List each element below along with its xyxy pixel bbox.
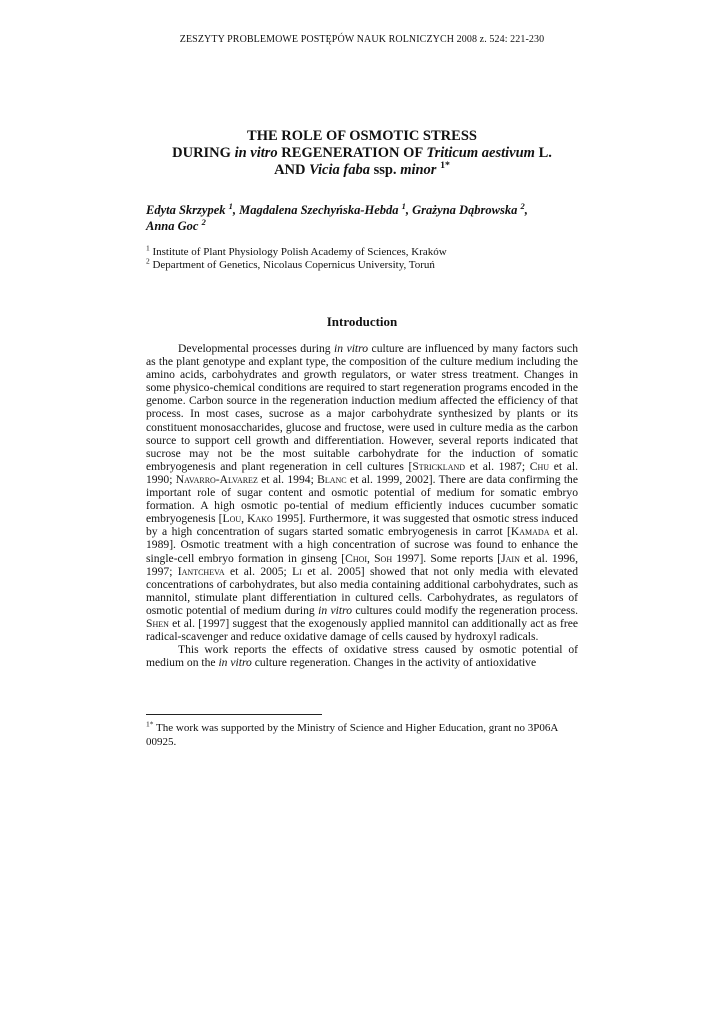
title-footnote-mark: 1* <box>440 160 450 172</box>
title-line-3: AND Vicia faba ssp. minor $^{1*}$ <box>274 160 450 178</box>
paragraph-1: Developmental processes during in vitro culture are influenced by many factors such as the plant genotype and explant type, the composition of the culture medium including the amino acids, carbohydrates and growth regulators, or water stress treatment. Changes in some physico-chemical conditions are required to start regeneration programs encoded in the genome. Carbon source in the regeneration induction medium affected the efficiency of that process. In most cases, sucrose as a major carbohydrate synthesized by plants or its constituent monosaccharides, glucose and fructose, were used in culture media as the carbon source to support cell growth and differentiation. However, several reports indicated that sucrose may not be the most suitable carbohydrate for the induction of somatic embryogenesis and plant regeneration in cell cultures [Strickland et al. 1987; Chu et al. 1990; Navarro-Alvarez et al. 1994; Blanc et al. 1999, 2002]. There are data confirming the important role of sugar content and osmotic potential of medium for somatic embryo formation. A high osmotic po-tential of medium efficiently induces cucumber somatic embryogenesis [Lou, Kako 1995]. Furthermore, it was suggested that osmotic stress induced by a high concentration of sugars started somatic embryogenesis in carrot [Kamada et al. 1989]. Osmotic treatment with a high concentration of sucrose was found to enhance the single-cell embryo formation in ginseng [Choi, Soh 1997]. Some reports [Jain et al. 1996, 1997; Iantcheva et al. 2005; Li et al. 2005] showed that not only media with elevated concentrations of carbohydrates, but also media containing additional carbohydrates, such as mannitol, stimulate plant differentiation in cultured cells. Carbohydrates, as regulators of osmotic potential of medium during in vitro cultures could modify the regeneration process. Shen et al. [1997] suggest that the exogenously applied mannitol can additionally act as free radical-scavenger and reduce oxidative damage of cells caused by hydroxyl radicals. <box>146 342 579 644</box>
author-name: , Grażyna Dąbrowska <box>405 203 518 217</box>
journal-header: ZESZYTY PROBLEMOWE POSTĘPÓW NAUK ROLNICZYCH 2008 z. 524: 221-230 <box>179 34 545 45</box>
citation-author: Navarro-Alvarez <box>175 472 258 486</box>
paragraph-2: This work reports the effects of oxidative stress caused by osmotic potential of medium on the in vitro culture regeneration. Changes in the activity of antioxidative <box>146 643 578 670</box>
affiliation-2: $^2$ Department of Genetics, Nicolaus Copernicus University, Toruń <box>146 256 435 271</box>
citation-author: Iantcheva <box>177 564 225 578</box>
citation-author: Blanc <box>317 472 347 486</box>
citation-author: Chu <box>529 459 550 473</box>
author-name: Edyta Skrzypek <box>146 203 226 217</box>
author-name: , Magdalena Szechyńska-Hebda <box>232 203 399 217</box>
section-heading: Introduction <box>326 314 398 329</box>
affiliations <box>146 243 586 272</box>
author-list: Edyta Skrzypek $^1$, Magdalena Szechyńska-Hebda $^1$, Grażyna Dąbrowska $^2$, Anna Goc $^2$ <box>146 200 528 233</box>
citation-author: Kako <box>247 512 273 526</box>
title-line-1: THE ROLE OF OSMOTIC STRESS <box>247 128 477 144</box>
affiliation-1: $^1$ Institute of Plant Physiology Polish Academy of Sciences, Kraków <box>146 243 447 258</box>
citation-author: Soh <box>374 551 393 565</box>
author-name: Anna Goc <box>146 219 199 233</box>
citation-author: Choi <box>345 551 368 565</box>
citation-author: Shen <box>146 616 169 630</box>
citation-author: Kamada <box>510 525 550 539</box>
footnote: $^{1*}$ The work was supported by the Ministry of Science and Higher Education, grant no 3P06A 00925. <box>146 719 558 748</box>
citation-author: Li <box>292 564 302 578</box>
citation-author: Lou <box>222 512 242 526</box>
title-line-2: DURING in vitro REGENERATION OF Triticum aestivum L. <box>172 145 552 161</box>
body-text <box>146 342 578 669</box>
citation-author: Strickland <box>412 459 466 473</box>
citation-author: Jain <box>501 551 520 565</box>
footnote-separator <box>146 714 322 715</box>
paper-title <box>120 128 604 179</box>
